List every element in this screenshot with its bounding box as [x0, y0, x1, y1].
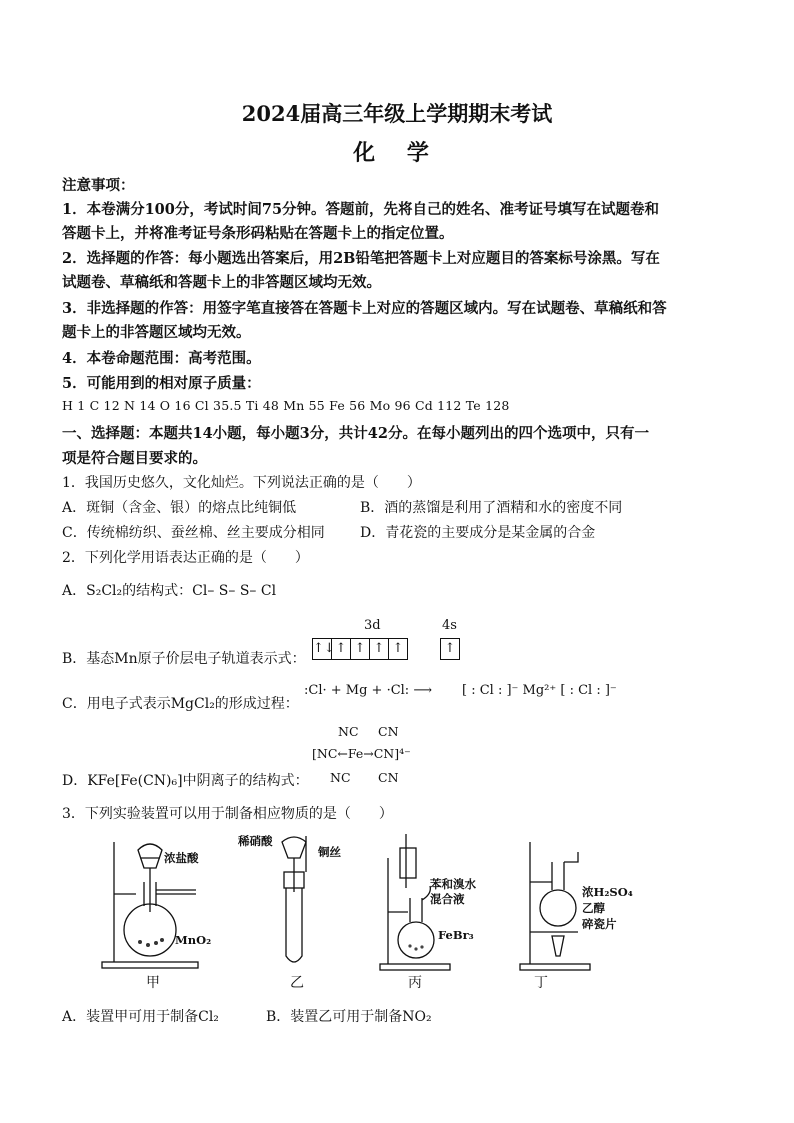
label-febr3: FeBr₃ [438, 928, 474, 942]
subject-title: 化 学 [353, 140, 441, 166]
caption-bing: 丙 [408, 975, 422, 991]
caption-yi: 乙 [290, 975, 304, 991]
caption-ding: 丁 [534, 975, 548, 991]
note-3a: 3．非选择题的作答：用签字笔直接答在答题卡上对应的答题区域内。写在试题卷、草稿纸和答 [62, 300, 667, 317]
label-porcelain-chips: 碎瓷片 [582, 917, 617, 931]
orbital-cell: ↑↓ [313, 639, 332, 659]
orbital-cell: ↑ [370, 639, 389, 659]
label-benzene-bromine: 苯和溴水 [430, 877, 476, 891]
orbital-4s-box [440, 638, 460, 660]
q2-stem: 2．下列化学用语表达正确的是（ ） [62, 550, 309, 566]
orbital-4s-label: 4s [442, 618, 457, 633]
q1-option-c: C．传统棉纺织、蚕丝棉、丝主要成分相同 [62, 525, 325, 541]
note-5: 5．可能用到的相对原子质量： [62, 375, 261, 392]
q2-option-a [62, 580, 276, 600]
label-conc-h2so4: 浓H₂SO₄ [582, 885, 633, 899]
exam-title: 2024届高三年级上学期期末考试 [241, 101, 553, 126]
q2-option-d: D．KFe[Fe(CN)₆]中阴离子的结构式： [62, 773, 309, 789]
ligand-nc-bottom: NC [330, 770, 351, 785]
ligand-cn-bottom: CN [378, 770, 399, 785]
caption-jia: 甲 [146, 975, 160, 991]
orbital-3d-label: 3d [364, 618, 381, 633]
orbital-cell: ↑ [332, 639, 351, 659]
note-2b: 试题卷、草稿纸和答题卡上的非答题区域均无效。 [62, 274, 381, 291]
orbital-3d-box [312, 638, 408, 660]
ligand-nc-top: NC [338, 724, 359, 739]
label-cu-wire: 铜丝 [318, 845, 341, 859]
note-1a: 1．本卷满分100分，考试时间75分钟。答题前，先将自己的姓名、准考证号填写在试题卷和 [62, 201, 660, 218]
mgcl2-product: [ : Cl : ]⁻ Mg²⁺ [ : Cl : ]⁻ [462, 683, 617, 698]
q1-option-d: D．青花瓷的主要成分是某金属的合金 [360, 525, 596, 541]
q3-option-a: A．装置甲可用于制备Cl₂ [62, 1009, 219, 1025]
section-1-heading-a: 一、选择题：本题共14小题，每小题3分，共计42分。在每小题列出的四个选项中，只有一 [62, 425, 649, 442]
q2-option-b: B．基态Mn原子价层电子轨道表示式： [62, 651, 306, 667]
note-3b: 题卡上的非答题区域均无效。 [62, 324, 251, 341]
notes-heading: 注意事项： [62, 177, 135, 194]
atomic-masses: H 1 C 12 N 14 O 16 Cl 35.5 Ti 48 Mn 55 Fe 56 Mo 96 Cd 112 Te 128 [62, 398, 510, 413]
orbital-cell: ↑ [392, 641, 404, 656]
q3-stem: 3．下列实验装置可以用于制备相应物质的是（ ） [62, 806, 393, 822]
orbital-cell: ↑ [444, 641, 456, 656]
note-2a: 2．选择题的作答：每小题选出答案后，用2B铅笔把答题卡上对应题目的答案标号涂黑。写在 [62, 250, 660, 267]
note-4: 4．本卷命题范围：高考范围。 [62, 350, 261, 367]
orbital-cell: ↑ [351, 639, 370, 659]
q2-a-formula: S₂Cl₂ [86, 583, 123, 599]
ligand-cn-top: CN [378, 724, 399, 739]
q1-stem: 1．我国历史悠久，文化灿烂。下列说法正确的是（ ） [62, 475, 421, 491]
q1-option-b: B．酒的蒸馏是利用了酒精和水的密度不同 [360, 500, 623, 516]
ferrocyanide-center: [NC←Fe→CN]⁴⁻ [312, 746, 411, 761]
mgcl2-reactants: :Cl· + Mg + ·Cl: ⟶ [304, 683, 432, 698]
q3-option-b: B．装置乙可用于制备NO₂ [266, 1009, 432, 1025]
label-mixture: 混合液 [430, 892, 465, 906]
q2-option-c: C．用电子式表示MgCl₂的形成过程： [62, 696, 299, 712]
label-ethanol: 乙醇 [582, 901, 605, 915]
q2-a-prefix: A． [62, 583, 87, 599]
label-dil-hno3: 稀硝酸 [238, 834, 273, 848]
section-1-heading-b: 项是符合题目要求的。 [62, 450, 207, 467]
label-conc-hcl: 浓盐酸 [164, 851, 199, 865]
q2-a-text: 的结构式：Cl– S– S– Cl [122, 583, 277, 599]
q1-option-a: A．斑铜（含金、银）的熔点比纯铜低 [62, 500, 297, 516]
apparatus-jia [100, 832, 220, 972]
note-1b: 答题卡上，并将准考证号条形码粘贴在答题卡上的指定位置。 [62, 225, 454, 242]
label-mno2: MnO₂ [175, 933, 212, 947]
